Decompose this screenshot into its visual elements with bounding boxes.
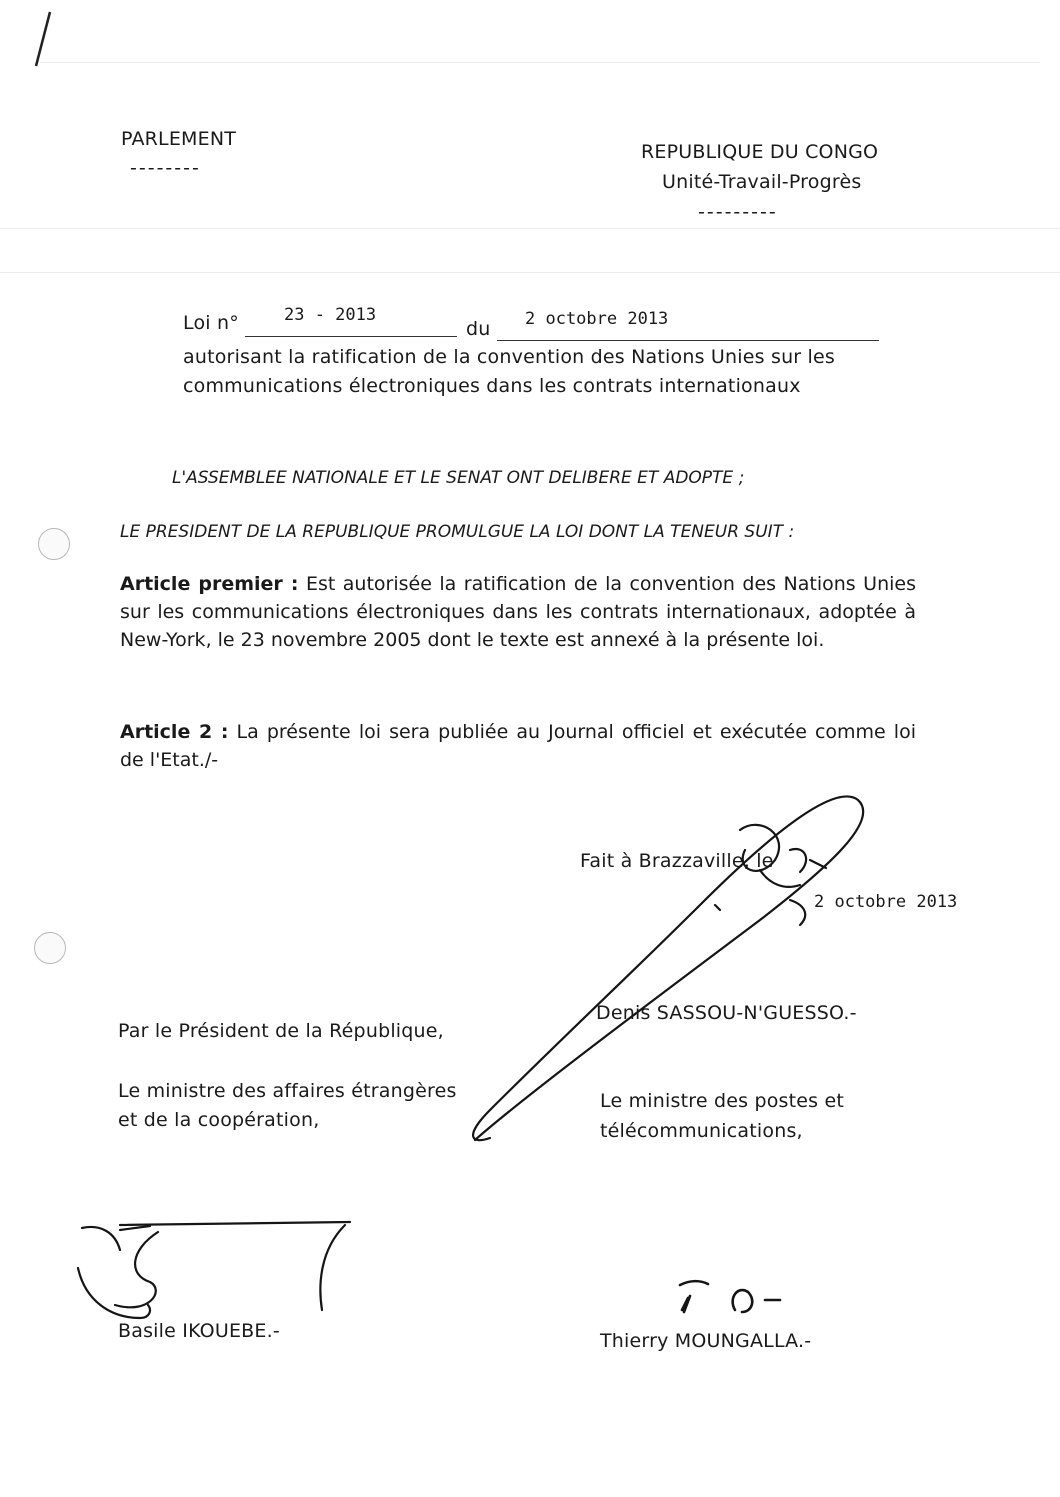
article-2-text: La présente loi sera publiée au Journal officiel et exécutée comme loi de l'Etat./- [120,721,916,771]
national-motto: Unité-Travail-Progrès [662,171,862,193]
republic-dashes: --------- [698,201,778,223]
enactment-adoption: L'ASSEMBLEE NATIONALE ET LE SENAT ONT DELIBERE ET ADOPTE ; [172,468,745,488]
article-1-text: Est autorisée la ratification de la convention des Nations Unies sur les communications électroniques dans les contrats internationaux, adoptée à New-York, le 23 novembre 2005 dont le texte est annexé à la présente loi. [120,573,916,651]
law-date: 2 octobre 2013 [525,309,669,329]
minister-right-signature [680,1281,780,1312]
law-du: du [466,318,491,340]
law-number: 23 - 2013 [284,305,377,325]
republic-title: REPUBLIQUE DU CONGO [641,141,879,163]
minister-left-title-1: Le ministre des affaires étrangères [118,1080,457,1102]
president-signature [473,796,863,1140]
parliament-dashes: -------- [130,157,201,179]
by-president-label: Par le Président de la République, [118,1020,444,1042]
law-subject-line1: autorisant la ratification de la convention des Nations Unies sur les [183,346,836,368]
corner-slash-mark [36,12,50,66]
minister-left-name: Basile IKOUEBE.- [118,1320,280,1342]
enactment-promulgation: LE PRESIDENT DE LA REPUBLIQUE PROMULGUE LA LOI DONT LA TENEUR SUIT : [120,522,795,542]
minister-left-title-2: et de la coopération, [118,1109,320,1131]
signing-place: Fait à Brazzaville, le [580,850,774,872]
minister-right-name: Thierry MOUNGALLA.- [600,1330,812,1352]
minister-left-signature [78,1222,350,1318]
signing-date: 2 octobre 2013 [814,892,958,912]
president-name: Denis SASSOU-N'GUESSO.- [596,1002,857,1024]
minister-right-title-1: Le ministre des postes et [600,1090,845,1112]
article-1-heading: Article premier : [120,573,299,595]
minister-right-title-2: télécommunications, [600,1120,803,1142]
article-2-heading: Article 2 : [120,721,229,743]
law-subject-line2: communications électroniques dans les contrats internationaux [183,375,801,397]
parliament-title: PARLEMENT [121,128,237,150]
law-prefix: Loi n° [183,312,239,334]
